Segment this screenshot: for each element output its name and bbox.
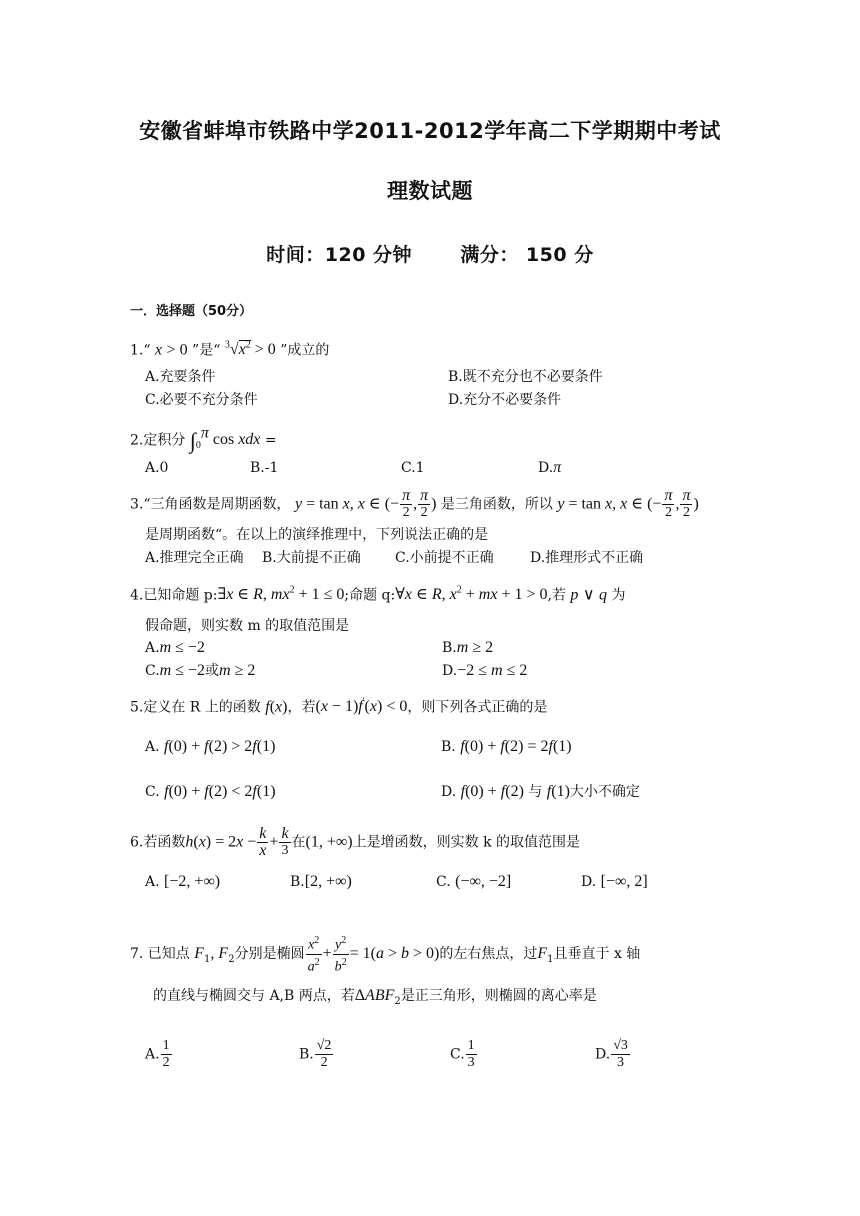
q6-option-b: B.[2, +∞) bbox=[290, 873, 352, 890]
question-7: 7. 已知点 $F_1$, $F_2$分别是椭圆 $\frac{x^2}{a^2}$ + $\frac{y^2}{b^2}$ = 1(a > b > 0)的左右焦点，过$F_1$且垂直于 x 轴 bbox=[130, 935, 641, 975]
q2-option-a: A.0 bbox=[145, 460, 169, 476]
document-title: 安徽省蚌埠市铁路中学2011-2012学年高二下学期期中考试 bbox=[139, 119, 721, 143]
q1-option-d: D.充分不必要条件 bbox=[448, 392, 562, 408]
question-3-line2: 是周期函数“。在以上的演绎推理中，下列说法正确的是 bbox=[145, 527, 489, 543]
q4-option-d: D.−2 ≤ m ≤ 2 bbox=[442, 662, 528, 679]
question-7-line2: 的直线与椭圆交与 A,B 两点，若$\Delta ABF_2$是正三角形，则椭圆的离心率是 bbox=[153, 987, 597, 1007]
question-4-line2: 假命题，则实数 m 的取值范围是 bbox=[145, 618, 350, 634]
q7-option-c: C. $\frac{1}{3}$ bbox=[450, 1038, 475, 1070]
q1-option-a: A.充要条件 bbox=[145, 369, 216, 385]
q5-option-a: A. f(0) + f(2) > 2f(1) bbox=[145, 738, 276, 755]
score-label: 满分： 150 分 bbox=[460, 244, 594, 266]
q7-option-b: B. $\frac{√2}{2}$ bbox=[299, 1038, 332, 1070]
question-6: 6.若函数h(x) = 2x − $\frac{k}{x}$ + $\frac{k}{3}$ 在(1, +∞)上是增函数，则实数 k 的取值范围是 bbox=[130, 825, 581, 859]
q3-option-c: C.小前提不正确 bbox=[395, 550, 494, 566]
q2-option-b: B.-1 bbox=[250, 460, 279, 476]
question-2: 2.定积分 $\int_0^\pi$ cos xdx = bbox=[130, 425, 277, 454]
q2-option-c: C.1 bbox=[401, 460, 425, 476]
question-4: 4.已知命题 p:∃x ∈ R, $mx^2 + 1 \le 0$;命题 q:∀x ∈ R, $x^2$ + mx + 1 > 0,若 p ∨ q 为 bbox=[130, 585, 626, 604]
q4-option-a: A.m ≤ −2 bbox=[145, 639, 205, 656]
q2-option-d: D.π bbox=[538, 459, 562, 476]
question-3: 3.“三角函数是周期函数， y = tan x, x ∈ (− $\frac{\pi}{2}$ , $\frac{\pi}{2}$ ) 是三角函数，所以 y = tan x, x ∈ (− $\frac{\pi}{2}$ , $\frac{\pi}{2}$ ) bbox=[130, 487, 699, 520]
document-subtitle: 理数试题 bbox=[387, 179, 473, 203]
time-label: 时间：120 分钟 bbox=[266, 244, 413, 266]
q5-option-d: D. f(0) + f(2) 与 f(1)大小不确定 bbox=[441, 783, 640, 800]
q4-option-c: C.m ≤ −2或m ≥ 2 bbox=[145, 662, 256, 679]
q5-option-b: B. f(0) + f(2) = 2f(1) bbox=[441, 738, 572, 755]
q3-option-b: B.大前提不正确 bbox=[262, 550, 361, 566]
q3-option-a: A.推理完全正确 bbox=[145, 550, 244, 566]
q1-option-b: B.既不充分也不必要条件 bbox=[448, 369, 603, 385]
q3-option-d: D.推理形式不正确 bbox=[530, 550, 644, 566]
q4-option-b: B.m ≥ 2 bbox=[442, 639, 494, 656]
question-1: 1.“ x > 0 ”是“ $^3√x^2 > 0$ ”成立的 bbox=[130, 340, 330, 359]
q6-option-c: C. (−∞, −2] bbox=[436, 873, 512, 890]
q6-option-d: D. [−∞, 2] bbox=[581, 873, 648, 890]
q1-option-c: C.必要不充分条件 bbox=[145, 392, 258, 408]
q7-option-d: D. $\frac{√3}{3}$ bbox=[595, 1038, 628, 1070]
section-heading: 一．选择题（50分） bbox=[130, 304, 253, 319]
exam-info bbox=[0, 240, 860, 267]
q5-option-c: C. f(0) + f(2) < 2f(1) bbox=[145, 783, 276, 800]
q7-option-a: A. $\frac{1}{2}$ bbox=[145, 1038, 170, 1070]
question-5: 5.定义在 R 上的函数 f(x)，若(x − 1)f'(x) < 0，则下列各式正确的是 bbox=[130, 697, 548, 716]
q6-option-a: A. [−2, +∞) bbox=[145, 873, 221, 890]
